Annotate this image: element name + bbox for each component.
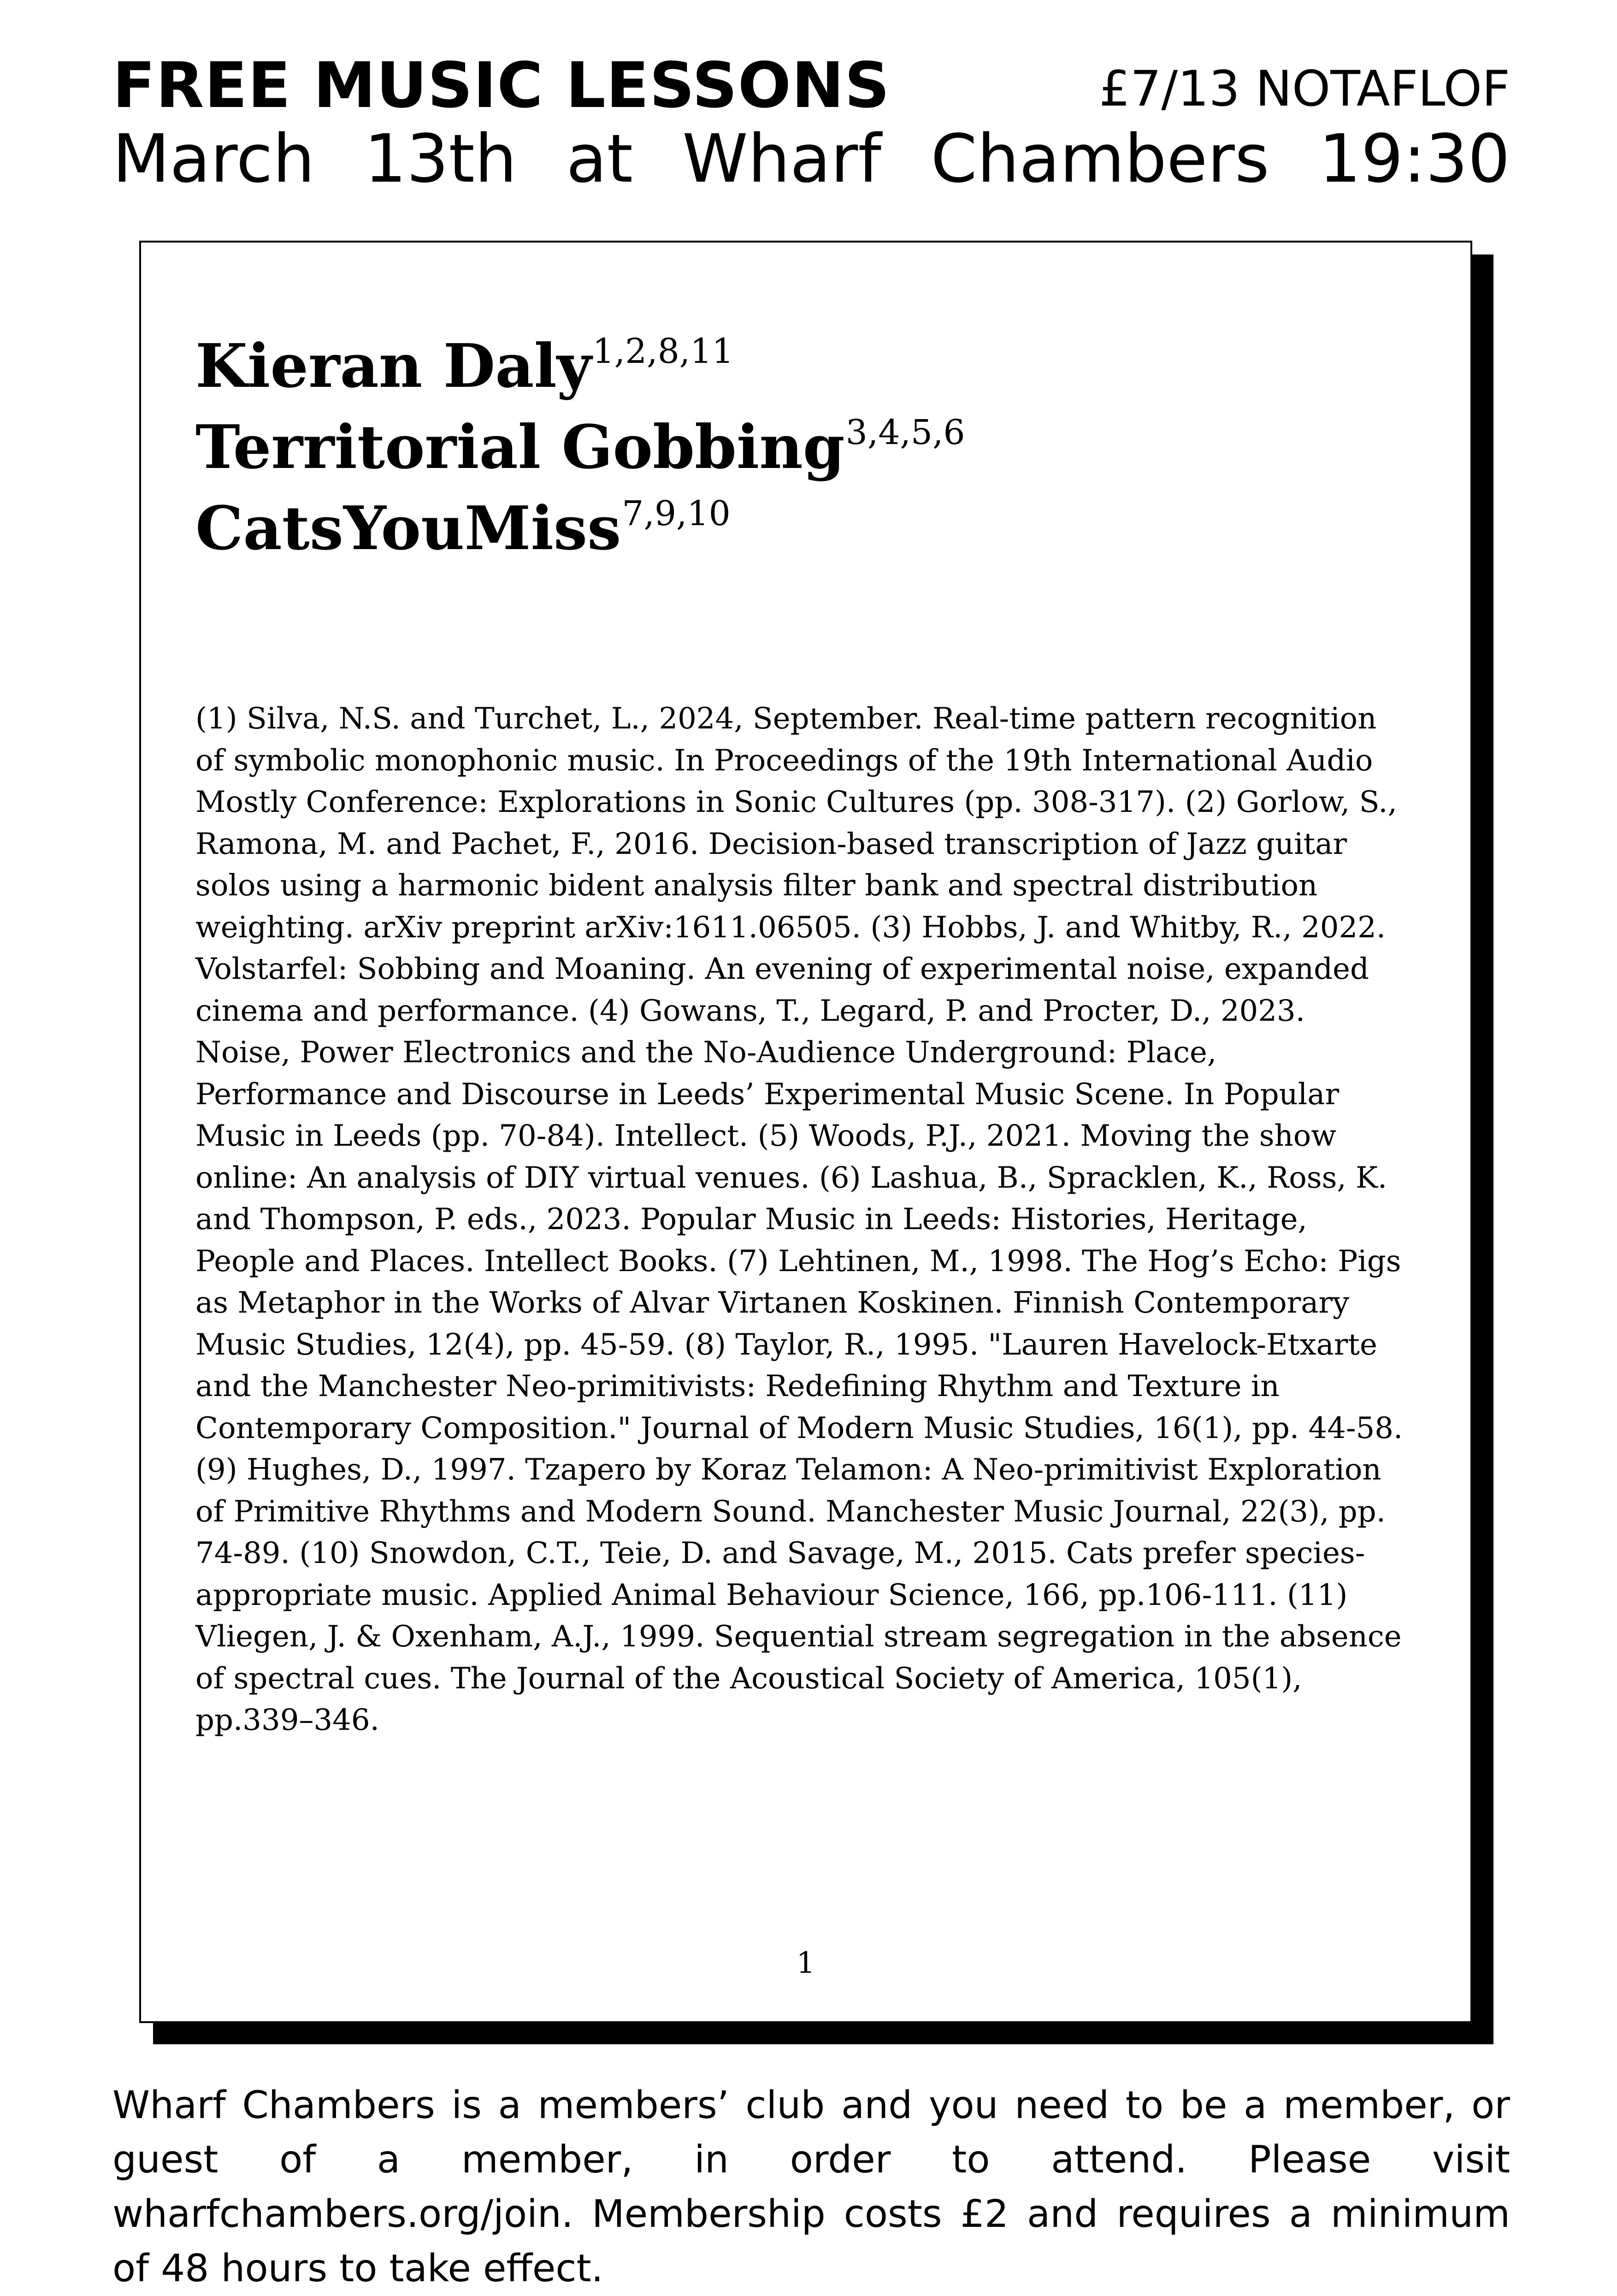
event-title: FREE MUSIC LESSONS (112, 49, 890, 122)
date-word: 13th (364, 120, 517, 197)
paper-page (139, 241, 1472, 2023)
page-number: 1 (796, 1946, 815, 1980)
lineup-list (195, 325, 965, 569)
date-word: 19:30 (1319, 120, 1510, 197)
act-refs: 3,4,5,6 (845, 413, 965, 452)
references-paragraph: (1) Silva, N.S. and Turchet, L., 2024, September. Real-time pattern recognition of symbolic monophonic music. In Proceedings of the 19th International Audio Mostly Conference: Explorations in Sonic Cultures (pp. 308-317). (2) Gorlow, S., Ramona, M. and Pachet, F., 2016. Decision-based transcription of Jazz guitar solos using a harmonic bident analysis filter bank and spectral distribution weighting. arXiv preprint arXiv:1611.06505. (3) Hobbs, J. and Whitby, R., 2022. Volstarfel: Sobbing and Moaning. An evening of experimental noise, expanded cinema and performance. (4) Gowans, T., Legard, P. and Procter, D., 2023. Noise, Power Electronics and the No-Audience Underground: Place, Performance and Discourse in Leeds’ Experimental Music Scene. In Popular Music in Leeds (pp. 70-84). Intellect. (5) Woods, P.J., 2021. Moving the show online: An analysis of DIY virtual venues. (6) Lashua, B., Spracklen, K., Ross, K. and Thompson, P. eds., 2023. Popular Music in Leeds: Histories, Heritage, People and Places. Intellect Books. (7) Lehtinen, M., 1998. The Hog’s Echo: Pigs as Metaphor in the Works of Alvar Virtanen Koskinen. Finnish Contemporary Music Studies, 12(4), pp. 45-59. (8) Taylor, R., 1995. "Lauren Havelock-Etxarte and the Manchester Neo-primitivists: Redefining Rhythm and Texture in Contemporary Composition." Journal of Modern Music Studies, 16(1), pp. 44-58. (9) Hughes, D., 1997. Tzapero by Koraz Telamon: A Neo-primitivist Exploration of Primitive Rhythms and Modern Sound. Manchester Music Journal, 22(3), pp. 74-89. (10) Snowdon, C.T., Teie, D. and Savage, M., 2015. Cats prefer species-appropriate music. Applied Animal Behaviour Science, 166, pp.106-111. (11) Vliegen, J. & Oxenham, A.J., 1999. Sequential stream segregation in the absence of spectral cues. The Journal of the Acoustical Society of America, 105(1), pp.339–346. (195, 702, 1403, 1737)
act-refs: 7,9,10 (622, 494, 731, 533)
act-item (195, 407, 965, 488)
ticket-price: £7/13 NOTAFLOF (1099, 60, 1510, 117)
act-refs: 1,2,8,11 (592, 331, 734, 371)
act-name: CatsYouMiss (195, 493, 621, 563)
act-item (195, 488, 965, 569)
event-date-venue-time (112, 120, 1510, 197)
act-name: Kieran Daly (195, 331, 592, 401)
act-name: Territorial Gobbing (195, 412, 845, 482)
date-word: Wharf (682, 120, 882, 197)
date-word: at (566, 120, 633, 197)
act-item (195, 325, 965, 407)
membership-notice: Wharf Chambers is a members’ club and you need to be a member, or guest of a member, in order to attend. Please visit wharfchambers.org/join. Membership costs £2 and requires a minimum of 48 hours to take effect. (112, 2083, 1510, 2290)
date-word: Chambers (931, 120, 1269, 197)
date-word: March (112, 120, 315, 197)
